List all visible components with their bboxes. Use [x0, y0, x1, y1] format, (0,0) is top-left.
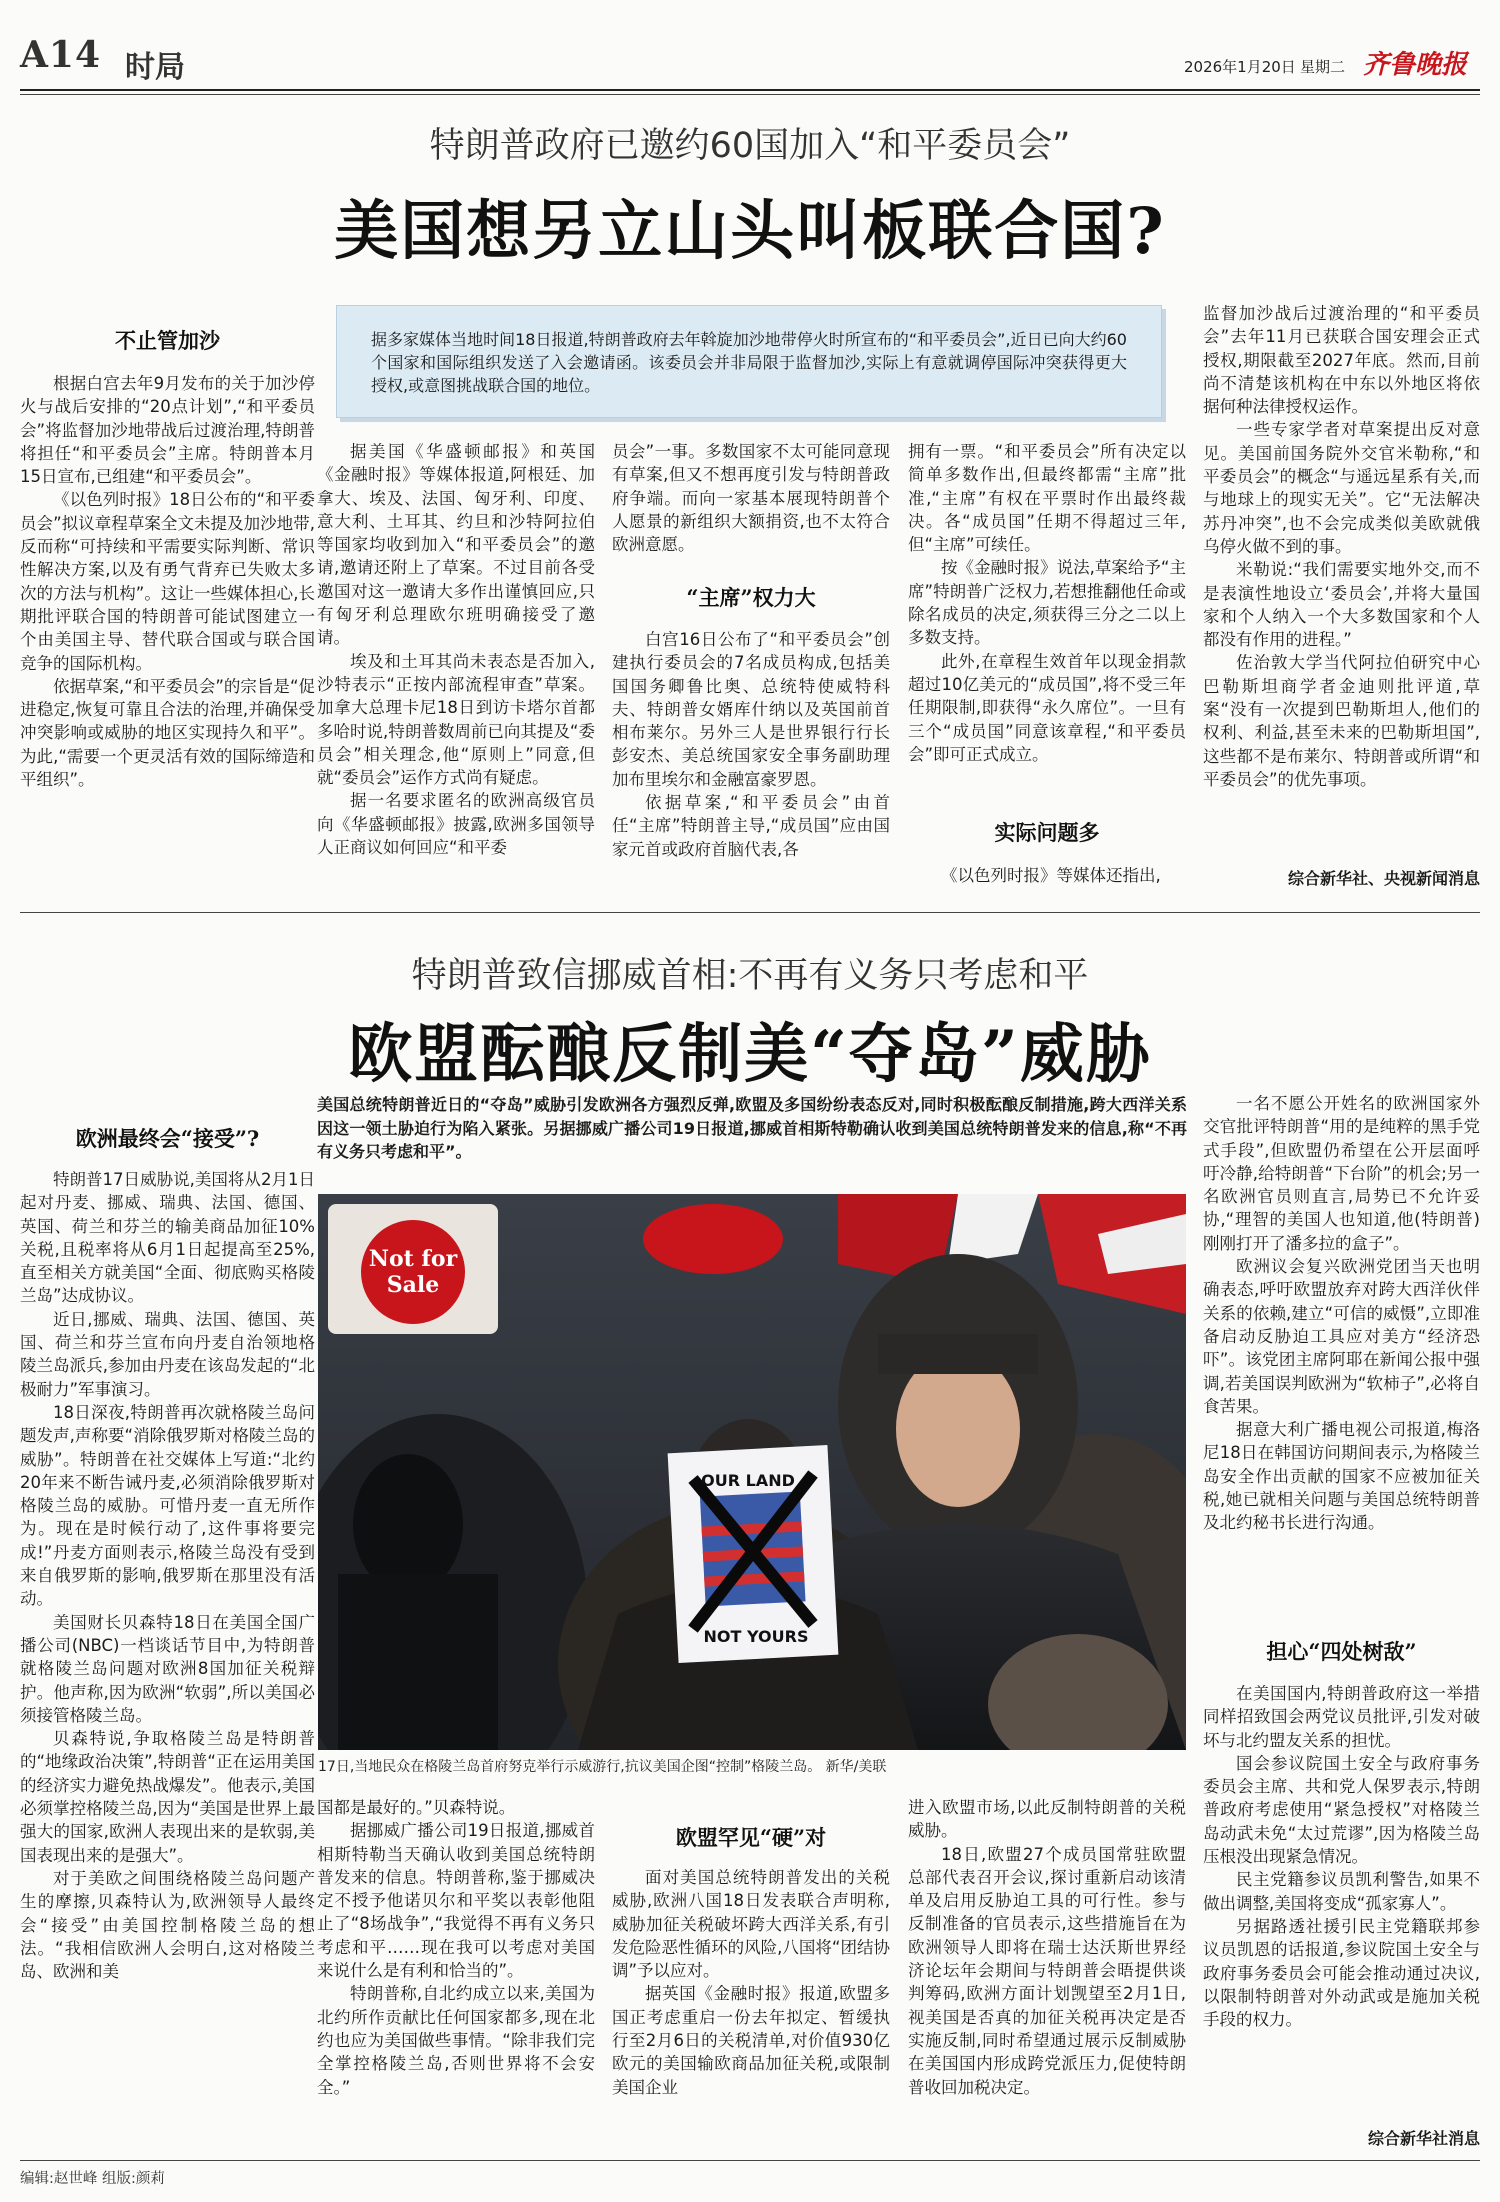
sign-text-not-yours: NOT YOURS	[703, 1627, 809, 1646]
header-rule	[20, 89, 1480, 91]
paragraph: 佐治敦大学当代阿拉伯研究中心巴勒斯坦商学者金迪则批评道,草案“没有一次提到巴勒斯坦人,他们的权利、利益,甚至未来的巴勒斯坦国”,这些都不是布莱尔、特朗普或所谓“和平委员会”的优先事项。	[1203, 653, 1480, 789]
paragraph: 据英国《金融时报》报道,欧盟多国正考虑重启一份去年拟定、暂缓执行至2月6日的关税清单,对价值930亿欧元的美国输欧商品加征关税,或限制美国企业	[612, 1984, 890, 2097]
story1-subhead-1: 不止管加沙	[115, 328, 220, 353]
paragraph: 《以色列时报》等媒体还指出,	[941, 866, 1161, 885]
story2-column-1	[20, 1168, 315, 2154]
paragraph: 进入欧盟市场,以此反制特朗普的关税威胁。	[908, 1798, 1186, 1841]
paragraph: 美国财长贝森特18日在美国全国广播公司(NBC)一档谈话节目中,为特朗普就格陵兰岛问题对欧洲8国加征关税辩护。他声称,因为欧洲“软弱”,所以美国必须接管格陵兰岛。	[20, 1612, 315, 1725]
svg-text:Sale: Sale	[386, 1272, 440, 1298]
story1-column-3b	[612, 628, 890, 890]
paragraph: 特朗普17日威胁说,美国将从2月1日起对丹麦、挪威、瑞典、法国、德国、英国、荷兰和芬兰的输美商品加征10%关税,且税率将从6月1日起提高至25%,直至相关方就美国“全面、彻底购买格陵兰岛”达成协议。	[20, 1170, 315, 1306]
paragraph: 依据草案,“和平委员会”的宗旨是“促进稳定,恢复可靠且合法的治理,并确保受冲突影响或威胁的地区实现持久和平”。为此,“需要一个更灵活有效的国际缔造和平组织”。	[20, 676, 315, 790]
story2-column-2	[317, 1796, 595, 2158]
sign-text-our-land: OUR LAND	[701, 1471, 795, 1490]
paragraph: 米勒说:“我们需要实地外交,而不是表演性地设立‘委员会’,并将大量国家和个人纳入一个大多数国家和个人都没有作用的进程。”	[1203, 560, 1480, 650]
paragraph: 特朗普称,自北约成立以来,美国为北约所作贡献比任何国家都多,现在北约也应为美国做些事情。“除非我们完全掌控格陵兰岛,否则世界将不会安全。”	[317, 1984, 595, 2097]
page-section: 时局	[125, 50, 185, 85]
story2-lead: 美国总统特朗普近日的“夺岛”威胁引发欧洲各方强烈反弹,欧盟及多国纷纷表态反对,同时积极酝酿反制措施,跨大西洋关系因这一领土胁迫行为陷入紧张。另据挪威广播公司19日报道,挪威首相斯特勒确认收到美国总统特朗普发来的信息,称“不再有义务只考虑和平”。	[317, 1095, 1187, 1161]
paragraph: 据挪威广播公司19日报道,挪威首相斯特勒当天确认收到美国总统特朗普发来的信息。特朗普称,鉴于挪威决定不授予他诺贝尔和平奖以表彰他阻止了“8场战争”,“我觉得不再有义务只考虑和平……现在我可以考虑对美国来说什么是有利和恰当的”。	[317, 1821, 595, 1981]
story1-headline: 美国想另立山头叫板联合国?	[334, 194, 1166, 269]
story2-subhead-2: 欧盟罕见“硬”对	[675, 1825, 827, 1850]
paragraph: 民主党籍参议员凯利警告,如果不做出调整,美国将变成“孤家寡人”。	[1203, 1870, 1480, 1913]
paragraph: 18日深夜,特朗普再次就格陵兰岛问题发声,声称要“消除俄罗斯对格陵兰岛的威胁”。特朗普在社交媒体上写道:“北约20年来不断告诫丹麦,必须消除俄罗斯对格陵兰岛的威胁。可惜丹麦一直无所作为。现在是时候行动了,这件事将要完成!”丹麦方面则表示,格陵兰岛没有受到来自俄罗斯的影响,俄罗斯在那里没有活动。	[20, 1402, 315, 1609]
sign-text-not-for-sale: Not for	[368, 1246, 458, 1272]
paragraph: 《以色列时报》18日公布的“和平委员会”拟议章程草案全文未提及加沙地带,反而称“可持续和平需要实际判断、常识性解决方案,以及有勇气背弃已失败太多次的方法与机构”。这让一些媒体担心,长期批评联合国的特朗普可能试图建立一个由美国主导、替代联合国或与联合国竞争的国际机构。	[20, 490, 315, 673]
paragraph: 18日,欧盟27个成员国常驻欧盟总部代表召开会议,探讨重新启动该清单及启用反胁迫工具的可行性。参与反制准备的官员表示,这些措施旨在为欧洲领导人即将在瑞士达沃斯世界经济论坛年会期间与特朗普会晤提供谈判筹码,欧洲方面计划觊望至2月1日,视美国是否真的加征关税再决定是否实施反制,同时希望通过展示反制威胁在美国国内形成跨党派压力,促使特朗普收回加税决定。	[908, 1844, 1186, 2097]
paragraph: 欧洲议会复兴欧洲党团当天也明确表态,呼吁欧盟放弃对跨大西洋伙伴关系的依赖,建立“可信的威慑”,立即准备启动反胁迫工具应对美方“经济恐吓”。该党团主席阿耶在新闻公报中强调,若美国误判欧洲为“软柿子”,必将自食苦果。	[1203, 1257, 1480, 1416]
story1-column-1	[20, 372, 315, 890]
newspaper-masthead: 齐鲁晚报	[1363, 50, 1468, 80]
paragraph: 按《金融时报》说法,草案给予“主席”特朗普广泛权力,若想推翻他任命或除名成员的决定,须获得三分之二以上多数支持。	[908, 558, 1186, 648]
page-number: A14	[20, 34, 102, 76]
paragraph: 在美国国内,特朗普政府这一举措同样招致国会两党议员批评,引发对破坏与北约盟友关系的担忧。	[1203, 1684, 1480, 1750]
story1-subhead-2: “主席”权力大	[686, 585, 816, 610]
story1-column-3a	[612, 440, 890, 570]
paragraph: 一名不愿公开姓名的欧洲国家外交官批评特朗普“用的是纯粹的黑手党式手段”,但欧盟仍希望在公开层面呼吁冷静,给特朗普“下台阶”的机会;另一名欧洲官员则直言,局势已不允许妥协,“理智的美国人也知道,他(特朗普)刚刚打开了潘多拉的盒子”。	[1203, 1094, 1480, 1253]
paragraph: 据一名要求匿名的欧洲高级官员向《华盛顿邮报》披露,欧洲多国领导人正商议如何回应“和平委	[317, 791, 595, 858]
our-land-not-yours-sign	[668, 1445, 839, 1663]
paragraph: 员会”一事。多数国家不太可能同意现有草案,但又不想再度引发与特朗普政府争端。而向一家基本展现特朗普个人愿景的新组织大额捐资,也不太符合欧洲意愿。	[612, 442, 890, 555]
footer-rule	[20, 2160, 1480, 2161]
issue-weekday: 星期二	[1300, 58, 1346, 76]
story2-headline: 欧盟酝酿反制美“夺岛”威胁	[348, 1017, 1152, 1092]
story1-lead: 据多家媒体当地时间18日报道,特朗普政府去年斡旋加沙地带停火时所宣布的“和平委员会”,近日已向大约60个国家和国际组织发送了入会邀请函。该委员会并非局限于监督加沙,实际上有意就调停国际冲突获得更大授权,或意图挑战联合国的地位。	[371, 330, 1127, 395]
story2-subhead-1: 欧洲最终会“接受”?	[75, 1126, 260, 1151]
paragraph: 贝森特说,争取格陵兰岛是特朗普的“地缘政治决策”,特朗普“正在运用美国的经济实力避免热战爆发”。他表示,美国必须掌控格陵兰岛,因为“美国是世界上最强大的国家,欧洲人表现出来的是软弱,美国表现出来的是强大”。	[20, 1729, 315, 1865]
paragraph: 依据草案,“和平委员会”由首任“主席”特朗普主导,“成员国”应由国家元首或政府首脑代表,各	[612, 793, 890, 859]
paragraph: 另据路透社援引民主党籍联邦参议员凯恩的话报道,参议院国土安全与政府事务委员会可能会推动通过决议,以限制特朗普对外动武或是施加关税手段的权力。	[1203, 1916, 1480, 2030]
paragraph: 对于美欧之间围绕格陵兰岛问题产生的摩擦,贝森特认为,欧洲领导人最终会“接受”由美国控制格陵兰岛的想法。“我相信欧洲人会明白,这对格陵兰岛、欧洲和美	[20, 1868, 315, 1982]
protest-photo-illustration	[318, 1194, 1186, 1750]
story2-column-3	[612, 1866, 890, 2156]
footer-credits: 编辑:赵世峰 组版:颜莉	[20, 2171, 165, 2187]
story2-kicker: 特朗普致信挪威首相:不再有义务只考虑和平	[411, 956, 1089, 996]
paragraph: 拥有一票。“和平委员会”所有决定以简单多数作出,但最终都需“主席”批准,“主席”有权在平票时作出最终裁决。各“成员国”任期不得超过三年,但“主席”可续任。	[908, 442, 1186, 555]
paragraph: 监督加沙战后过渡治理的“和平委员会”去年11月已获联合国安理会正式授权,期限截至2027年底。然而,目前尚不清楚该机构在中东以外地区将依据何种法律授权运作。	[1203, 304, 1480, 417]
story2-column-4	[908, 1796, 1186, 2158]
story2-column-5b	[1203, 1682, 1480, 2122]
story1-column-5	[1203, 302, 1480, 868]
paragraph: 根据白宫去年9月发布的关于加沙停火与战后安排的“20点计划”,“和平委员会”将监督加沙地带战后过渡治理,特朗普将担任“和平委员会”主席。特朗普本月15日宣布,已组建“和平委员会”。	[20, 374, 315, 487]
paragraph: 白宫16日公布了“和平委员会”创建执行委员会的7名成员构成,包括美国国务卿鲁比奥、总统特使威特科夫、特朗普女婿库什纳以及英国前首相布莱尔。另外三人是世界银行行长彭安杰、美总统国家安全事务副助理加布里埃尔和金融富豪罗恩。	[612, 630, 890, 789]
story2-subhead-3: 担心“四处树敌”	[1266, 1639, 1417, 1664]
issue-date: 2026年1月20日	[1184, 58, 1296, 76]
photo-caption: 17日,当地民众在格陵兰岛首府努克举行示威游行,抗议美国企图“控制”格陵兰岛。 新华/美联	[318, 1759, 887, 1775]
story1-credit: 综合新华社、央视新闻消息	[1287, 869, 1480, 888]
paragraph: 此外,在章程生效首年以现金捐款超过10亿美元的“成员国”,将不受三年任期限制,即获得“永久席位”。一旦有三个“成员国”同意该章程,“和平委员会”即可正式成立。	[908, 651, 1186, 764]
story2-credit: 综合新华社消息	[1367, 2129, 1480, 2148]
header-rule-thin	[20, 94, 1480, 95]
paragraph: 据美国《华盛顿邮报》和英国《金融时报》等媒体报道,阿根廷、加拿大、埃及、法国、匈牙利、印度、意大利、土耳其、约旦和沙特阿拉伯等国家均收到加入“和平委员会”的邀请,邀请还附上了草案。不过目前各受邀国对这一邀请大多作出谨慎回应,只有匈牙利总理欧尔班明确接受了邀请。	[317, 442, 595, 648]
story1-lead-box	[336, 305, 1162, 418]
story2-column-5a	[1203, 1092, 1480, 1648]
paragraph: 埃及和土耳其尚未表态是否加入,沙特表示“正按内部流程审查”草案。加拿大总理卡尼18日到访卡塔尔首都多哈时说,特朗普数周前已向其提及“委员会”相关理念,他“原则上”同意,但就“委员会”运作方式尚有疑虑。	[317, 651, 595, 788]
paragraph: 近日,挪威、瑞典、法国、德国、英国、荷兰和芬兰宣布向丹麦自治领地格陵兰岛派兵,参加由丹麦在该岛发起的“北极耐力”军事演习。	[20, 1309, 315, 1399]
paragraph: 国会参议院国土安全与政府事务委员会主席、共和党人保罗表示,特朗普政府考虑使用“紧急授权”对格陵兰岛动武未免“太过荒谬”,因为格陵兰岛压根没出现紧急情况。	[1203, 1753, 1480, 1867]
story1-column-4b	[908, 864, 1186, 892]
story1-column-2	[317, 440, 595, 890]
paragraph: 面对美国总统特朗普发出的关税威胁,欧洲八国18日发表联合声明称,威胁加征关税破坏跨大西洋关系,有引发危险恶性循环的风险,八国将“团结协调”予以应对。	[612, 1868, 890, 1981]
paragraph: 据意大利广播电视公司报道,梅洛尼18日在韩国访问期间表示,为格陵兰岛安全作出贡献的国家不应被加征关税,她已就相关问题与美国总统特朗普及北约秘书长进行沟通。	[1203, 1420, 1480, 1533]
paragraph: 国都是最好的。”贝森特说。	[317, 1798, 516, 1817]
news-photo	[318, 1194, 1186, 1750]
story1-column-4a	[908, 440, 1186, 808]
paragraph: 一些专家学者对草案提出反对意见。美国前国务院外交官米勒称,“和平委员会”的概念“与遥远星系有关,而与地球上的现实无关”。它“无法解决苏丹冲突”,也不会完成类似美欧就俄乌停火做不到的事。	[1203, 420, 1480, 556]
story1-kicker: 特朗普政府已邀约60国加入“和平委员会”	[429, 126, 1071, 166]
story1-subhead-3: 实际问题多	[994, 820, 1100, 845]
story-divider	[20, 912, 1480, 913]
